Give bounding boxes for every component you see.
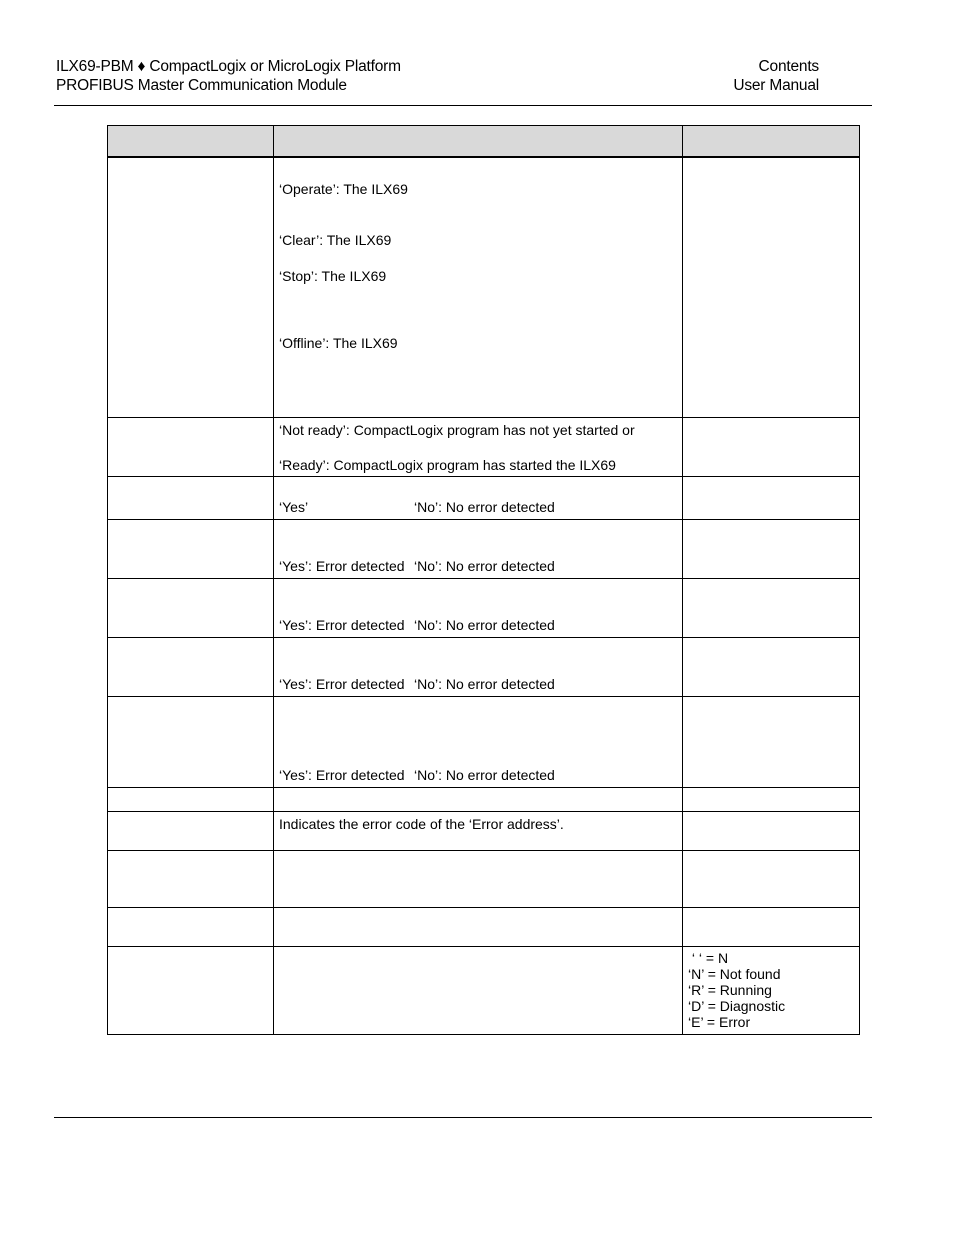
table-cell bbox=[108, 697, 274, 788]
table-cell bbox=[683, 788, 860, 812]
error-code-text: Indicates the error code of the ‘Error address’. bbox=[279, 816, 564, 832]
no-error-label: ‘No’: No error detected bbox=[414, 767, 555, 783]
ready-text: ‘Ready’: CompactLogix program has started the ILX69 bbox=[279, 457, 616, 473]
mode-offline-text: ‘Offline’: The ILX69 bbox=[279, 334, 398, 351]
table-cell bbox=[274, 157, 683, 418]
table-cell bbox=[274, 638, 683, 697]
table-row bbox=[108, 157, 860, 418]
table-cell bbox=[108, 788, 274, 812]
table-row bbox=[108, 851, 860, 908]
header-right bbox=[733, 57, 819, 95]
table-cell bbox=[108, 851, 274, 908]
table-cell bbox=[683, 908, 860, 947]
table-cell bbox=[108, 157, 274, 418]
table-cell bbox=[683, 157, 860, 418]
table-cell bbox=[108, 579, 274, 638]
header-product-subtitle: PROFIBUS Master Communication Module bbox=[56, 77, 347, 94]
table-cell bbox=[108, 908, 274, 947]
table-cell bbox=[108, 638, 274, 697]
table-cell bbox=[683, 418, 860, 477]
mode-operate-text: ‘Operate’: The ILX69 bbox=[279, 180, 408, 197]
table-cell bbox=[683, 520, 860, 579]
status-code-item: ‘D’ = Diagnostic bbox=[688, 998, 786, 1014]
no-error-label: ‘No’: No error detected bbox=[414, 676, 555, 692]
yes-label: ‘Yes’ bbox=[279, 499, 309, 515]
table-cell bbox=[108, 418, 274, 477]
status-code-item: ‘R’ = Running bbox=[688, 982, 772, 998]
status-code-item: ‘N’ = Not found bbox=[688, 966, 781, 982]
mode-clear-text: ‘Clear’: The ILX69 bbox=[279, 231, 392, 248]
table-cell bbox=[274, 788, 683, 812]
status-table bbox=[107, 125, 860, 1035]
table-cell bbox=[683, 947, 860, 1035]
no-label: ‘No’: No error detected bbox=[414, 499, 555, 515]
yes-error-label: ‘Yes’: Error detected bbox=[279, 617, 405, 633]
table-cell bbox=[683, 812, 860, 851]
table-cell bbox=[274, 851, 683, 908]
table-row bbox=[108, 638, 860, 697]
header-doc-type: User Manual bbox=[733, 77, 819, 94]
table-row bbox=[108, 579, 860, 638]
table-row bbox=[108, 812, 860, 851]
table-cell bbox=[683, 851, 860, 908]
not-ready-text: ‘Not ready’: CompactLogix program has not yet started or bbox=[279, 422, 635, 438]
header-section: Contents bbox=[758, 58, 819, 75]
table-cell bbox=[274, 418, 683, 477]
table-cell bbox=[274, 812, 683, 851]
yes-error-label: ‘Yes’: Error detected bbox=[279, 767, 405, 783]
mode-stop-text: ‘Stop’: The ILX69 bbox=[279, 267, 387, 284]
no-error-label: ‘No’: No error detected bbox=[414, 617, 555, 633]
table-row bbox=[108, 908, 860, 947]
table-cell bbox=[683, 579, 860, 638]
status-code-item: ‘E’ = Error bbox=[688, 1014, 751, 1030]
header-cell bbox=[108, 126, 274, 157]
table-cell bbox=[274, 908, 683, 947]
table-row bbox=[108, 520, 860, 579]
table-cell bbox=[274, 520, 683, 579]
table-row bbox=[108, 788, 860, 812]
yes-error-label: ‘Yes’: Error detected bbox=[279, 558, 405, 574]
table-cell bbox=[683, 638, 860, 697]
header-product-title: ILX69-PBM ♦ CompactLogix or MicroLogix Platform bbox=[56, 58, 401, 75]
header-left bbox=[56, 57, 401, 95]
table-row bbox=[108, 697, 860, 788]
footer-rule bbox=[54, 1117, 872, 1118]
table-row bbox=[108, 947, 860, 1035]
table-header-row bbox=[108, 126, 860, 157]
table-cell bbox=[274, 579, 683, 638]
header-cell bbox=[683, 126, 860, 157]
table-cell bbox=[683, 697, 860, 788]
header-cell bbox=[274, 126, 683, 157]
table-row bbox=[108, 418, 860, 477]
table-cell bbox=[683, 477, 860, 520]
table-cell bbox=[108, 477, 274, 520]
table-cell bbox=[108, 812, 274, 851]
status-code-item: ‘ ‘ = N bbox=[688, 950, 729, 966]
yes-error-label: ‘Yes’: Error detected bbox=[279, 676, 405, 692]
table-cell bbox=[274, 477, 683, 520]
table-cell bbox=[108, 947, 274, 1035]
table-row bbox=[108, 477, 860, 520]
table-cell bbox=[274, 697, 683, 788]
table-cell bbox=[274, 947, 683, 1035]
no-error-label: ‘No’: No error detected bbox=[414, 558, 555, 574]
table-cell bbox=[108, 520, 274, 579]
header-rule bbox=[54, 105, 872, 106]
